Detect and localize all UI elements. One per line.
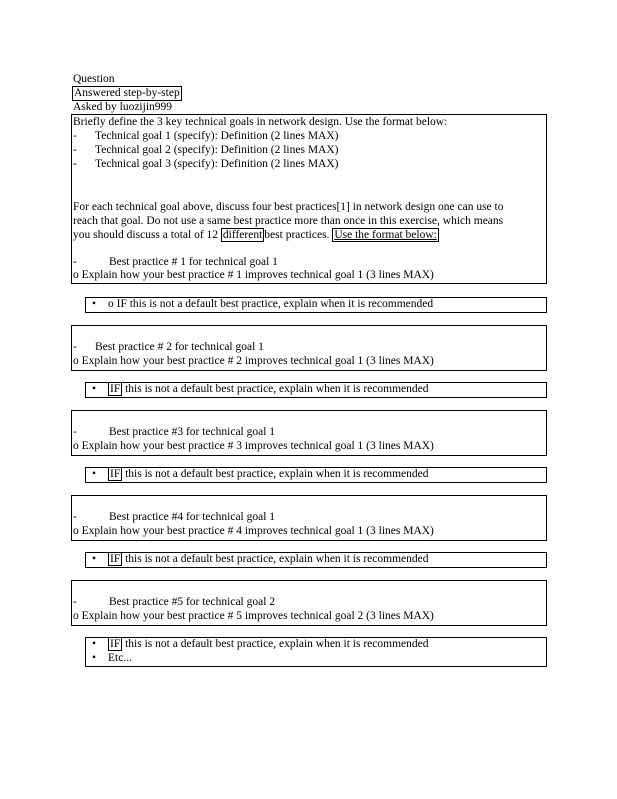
if-word: IF	[110, 468, 121, 480]
paragraph-text: you should discuss a total of 12	[73, 229, 219, 241]
if-bullet	[92, 468, 429, 481]
if-bullet-text: this is not a default best practice, explain when it is recommended	[125, 638, 429, 650]
bullet-marker: •	[92, 638, 97, 650]
bullet-marker: •	[92, 652, 97, 664]
goal-text: Technical goal 2 (specify): Definition (2 lines MAX)	[95, 144, 339, 156]
best-practice-title-text: Best practice #3 for technical goal 1	[109, 426, 276, 438]
best-practice-explain: o Explain how your best practice # 5 improves technical goal 2 (3 lines MAX)	[73, 610, 434, 622]
if-bullet	[92, 553, 429, 566]
best-practice-title	[73, 596, 275, 609]
bullet-marker: •	[92, 298, 97, 310]
goal-item	[73, 144, 339, 157]
dash-marker: -	[73, 596, 77, 608]
emphasis-different: different	[222, 229, 263, 241]
question-label: Question	[73, 73, 115, 85]
paragraph-line: reach that goal. Do not use a same best practice more than once in this exercise, which means	[73, 215, 504, 227]
best-practice-title	[73, 511, 275, 524]
best-practice-title-text: Best practice #4 for technical goal 1	[109, 511, 276, 523]
etc-text: Etc...	[108, 652, 132, 664]
best-practice-title	[73, 426, 275, 439]
if-bullet-text: this is not a default best practice, explain when it is recommended	[125, 553, 429, 565]
best-practice-title-text: Best practice # 2 for technical goal 1	[95, 341, 264, 353]
if-bullet-text: o IF this is not a default best practice, explain when it is recommended	[108, 298, 434, 310]
goal-item	[73, 158, 339, 171]
best-practice-title	[73, 341, 264, 354]
if-word: IF	[110, 553, 121, 565]
dash-marker: -	[73, 511, 77, 523]
bullet-marker: •	[92, 468, 97, 480]
best-practice-title	[73, 256, 278, 269]
best-practice-explain: o Explain how your best practice # 1 improves technical goal 1 (3 lines MAX)	[73, 269, 434, 281]
format-below-underlined: Use the format below:	[334, 229, 437, 241]
if-bullet-text: this is not a default best practice, explain when it is recommended	[125, 383, 429, 395]
if-word: IF	[110, 383, 121, 395]
answered-badge: Answered step-by-step	[74, 87, 180, 99]
paragraph-line	[73, 229, 439, 242]
if-bullet-text: this is not a default best practice, explain when it is recommended	[125, 468, 429, 480]
goal-text: Technical goal 3 (specify): Definition (2 lines MAX)	[95, 158, 339, 170]
goal-item	[73, 130, 339, 143]
dash-marker: -	[73, 158, 77, 170]
bullet-marker: •	[92, 383, 97, 395]
dash-marker: -	[73, 256, 77, 268]
if-bullet	[92, 638, 429, 651]
dash-marker: -	[73, 426, 77, 438]
best-practice-explain: o Explain how your best practice # 4 improves technical goal 1 (3 lines MAX)	[73, 525, 434, 537]
best-practice-explain: o Explain how your best practice # 3 improves technical goal 1 (3 lines MAX)	[73, 440, 434, 452]
if-bullet	[92, 383, 429, 396]
question-intro: Briefly define the 3 key technical goals in network design. Use the format below:	[73, 116, 448, 128]
asked-by: Asked by luozijin999	[73, 101, 173, 113]
paragraph-text: best practices.	[264, 229, 330, 241]
if-bullet	[92, 298, 433, 311]
goal-text: Technical goal 1 (specify): Definition (2 lines MAX)	[95, 130, 339, 142]
bullet-marker: •	[92, 553, 97, 565]
dash-marker: -	[73, 130, 77, 142]
if-word: IF	[110, 638, 121, 650]
best-practice-explain: o Explain how your best practice # 2 improves technical goal 1 (3 lines MAX)	[73, 355, 434, 367]
dash-marker: -	[73, 144, 77, 156]
dash-marker: -	[73, 341, 77, 353]
best-practice-title-text: Best practice #5 for technical goal 2	[109, 596, 276, 608]
etc-bullet	[92, 652, 132, 665]
best-practice-title-text: Best practice # 1 for technical goal 1	[109, 256, 278, 268]
paragraph-line: For each technical goal above, discuss four best practices[1] in network design one can use to	[73, 201, 504, 213]
